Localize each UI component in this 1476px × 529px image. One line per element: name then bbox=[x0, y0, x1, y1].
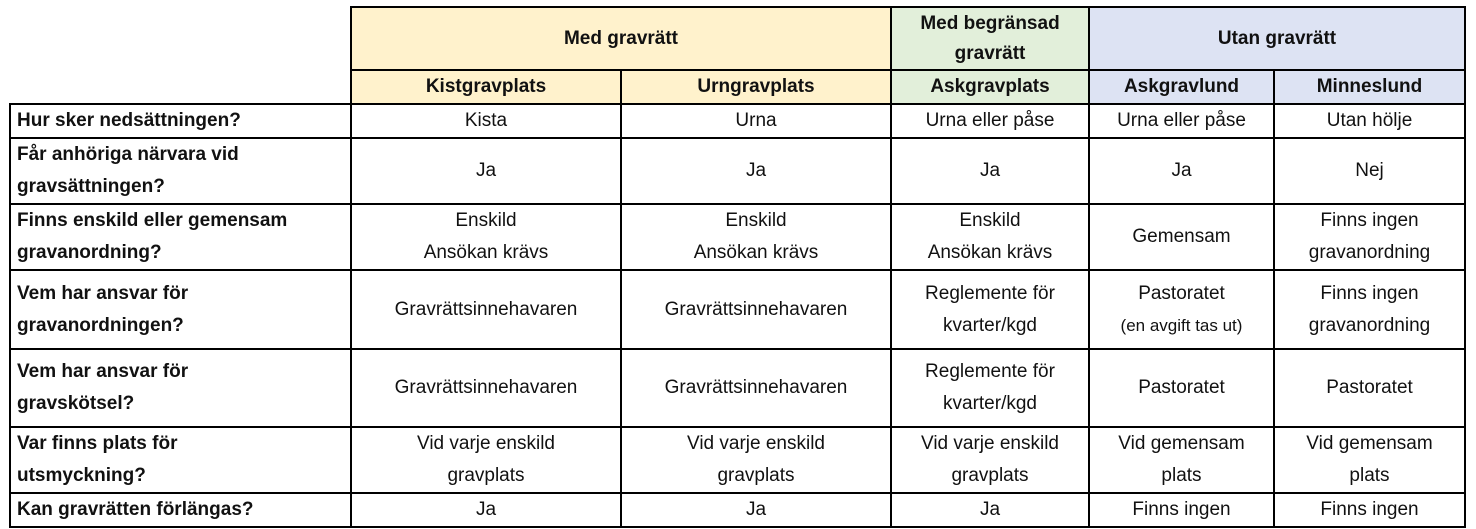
cell-line: Enskild bbox=[455, 210, 517, 231]
table-cell bbox=[621, 104, 891, 138]
cell-line: Reglemente för bbox=[925, 361, 1055, 382]
cell-line: Ansökan krävs bbox=[423, 242, 549, 263]
col-urngravplats: Urngravplats bbox=[621, 70, 891, 104]
cell-line: Reglemente för bbox=[925, 282, 1055, 304]
table-row bbox=[10, 204, 1465, 270]
question-line: Kan gravrätten förlängas? bbox=[17, 499, 254, 520]
cell-line: Ja bbox=[745, 160, 767, 181]
cell-line: Vid gemensam bbox=[1306, 433, 1433, 454]
row-question bbox=[10, 104, 351, 138]
question-line: gravskötsel? bbox=[17, 393, 135, 414]
question-line: Hur sker nedsättningen? bbox=[17, 110, 241, 131]
cell-line: gravanordning bbox=[1308, 314, 1431, 336]
cell-line: gravplats bbox=[717, 465, 795, 486]
cell-line: Ja bbox=[475, 160, 497, 181]
cell-line: Urna eller påse bbox=[1117, 110, 1246, 131]
table-cell bbox=[351, 427, 621, 493]
table-cell bbox=[1274, 104, 1465, 138]
table-cell bbox=[891, 349, 1089, 427]
cell-line: gravanordning bbox=[1308, 242, 1431, 263]
cell-line: Vid gemensam bbox=[1118, 433, 1245, 454]
table-cell bbox=[891, 204, 1089, 270]
cell-line: Finns ingen bbox=[1320, 499, 1419, 520]
col-askgravlund: Askgravlund bbox=[1089, 70, 1274, 104]
group-line: Med begränsad bbox=[920, 12, 1060, 34]
cell-line: Ansökan krävs bbox=[693, 242, 819, 263]
cell-line: Gravrättsinnehavaren bbox=[394, 298, 578, 320]
table-cell bbox=[1274, 349, 1465, 427]
table-cell bbox=[621, 270, 891, 349]
table-cell bbox=[621, 493, 891, 527]
cell-line: Ja bbox=[1171, 160, 1192, 181]
table-row bbox=[10, 138, 1465, 204]
table-cell bbox=[621, 349, 891, 427]
table-cell bbox=[1274, 138, 1465, 204]
group-header-row bbox=[10, 7, 1465, 70]
cell-line: Ansökan krävs bbox=[927, 242, 1053, 263]
table-row bbox=[10, 493, 1465, 527]
table-cell bbox=[621, 427, 891, 493]
table-cell bbox=[891, 427, 1089, 493]
question-line: gravanordning? bbox=[17, 242, 162, 263]
table-cell bbox=[1274, 204, 1465, 270]
question-line: Var finns plats för bbox=[17, 433, 178, 454]
row-question bbox=[10, 493, 351, 527]
cell-line: Ja bbox=[475, 499, 497, 520]
cell-line: Gravrättsinnehavaren bbox=[664, 298, 848, 320]
cell-line: Urna bbox=[735, 110, 777, 131]
table-cell bbox=[351, 104, 621, 138]
cell-line: Pastoratet bbox=[1326, 377, 1413, 398]
cell-line: Enskild bbox=[725, 210, 787, 231]
cell-line: gravplats bbox=[951, 465, 1029, 486]
group-med-gravratt: Med gravrätt bbox=[351, 7, 891, 70]
table-cell bbox=[1089, 493, 1274, 527]
cell-line: Kista bbox=[464, 110, 508, 131]
table-cell bbox=[351, 204, 621, 270]
cell-line: plats bbox=[1161, 465, 1202, 486]
group-med-begransad-gravratt bbox=[891, 7, 1089, 70]
table-row bbox=[10, 104, 1465, 138]
col-askgravplats: Askgravplats bbox=[891, 70, 1089, 104]
cell-line: Finns ingen bbox=[1132, 499, 1231, 520]
cell-line: Finns ingen bbox=[1320, 282, 1419, 304]
table-row bbox=[10, 270, 1465, 349]
grave-types-table bbox=[9, 6, 1466, 528]
group-line: gravrätt bbox=[954, 42, 1026, 64]
cell-line: Utan hölje bbox=[1326, 110, 1413, 131]
cell-line: Vid varje enskild bbox=[686, 433, 825, 454]
cell-line: (en avgift tas ut) bbox=[1120, 315, 1243, 335]
table-cell bbox=[1274, 270, 1465, 349]
col-minneslund: Minneslund bbox=[1274, 70, 1465, 104]
table-cell bbox=[351, 270, 621, 349]
cell-line: Urna eller påse bbox=[925, 110, 1055, 131]
row-question bbox=[10, 204, 351, 270]
table-cell bbox=[351, 349, 621, 427]
cell-line: Gravrättsinnehavaren bbox=[394, 377, 578, 398]
cell-line: kvarter/kgd bbox=[943, 314, 1037, 336]
row-question bbox=[10, 349, 351, 427]
cell-line: Pastoratet bbox=[1138, 377, 1225, 398]
table-cell bbox=[891, 138, 1089, 204]
row-question bbox=[10, 270, 351, 349]
table-row bbox=[10, 427, 1465, 493]
question-line: Vem har ansvar för bbox=[17, 361, 189, 382]
cell-line: Gravrättsinnehavaren bbox=[664, 377, 848, 398]
corner-blank bbox=[10, 70, 351, 104]
question-line: Får anhöriga närvara vid bbox=[17, 144, 239, 165]
cell-line: gravplats bbox=[447, 465, 525, 486]
table-cell bbox=[891, 270, 1089, 349]
cell-line: Vid varje enskild bbox=[920, 433, 1059, 454]
table-cell bbox=[351, 493, 621, 527]
question-line: Finns enskild eller gemensam bbox=[17, 210, 288, 231]
table-cell bbox=[621, 204, 891, 270]
question-line: gravsättningen? bbox=[17, 176, 165, 197]
table-cell bbox=[891, 493, 1089, 527]
table-row bbox=[10, 349, 1465, 427]
group-utan-gravratt: Utan gravrätt bbox=[1089, 7, 1465, 70]
question-line: utsmyckning? bbox=[17, 465, 146, 486]
question-line: Vem har ansvar för bbox=[17, 282, 189, 304]
cell-line: Nej bbox=[1355, 160, 1384, 181]
table-cell bbox=[1089, 204, 1274, 270]
cell-line: Ja bbox=[745, 499, 767, 520]
table-cell bbox=[1274, 493, 1465, 527]
table-cell bbox=[1089, 427, 1274, 493]
column-header-row bbox=[10, 70, 1465, 104]
cell-line: Vid varje enskild bbox=[416, 433, 555, 454]
question-line: gravanordningen? bbox=[17, 314, 184, 336]
cell-line: Pastoratet bbox=[1138, 282, 1225, 304]
table-cell bbox=[1274, 427, 1465, 493]
corner-blank bbox=[10, 7, 351, 70]
cell-line: Finns ingen bbox=[1320, 210, 1419, 231]
table-cell bbox=[891, 104, 1089, 138]
table-cell bbox=[1089, 138, 1274, 204]
cell-line: Enskild bbox=[959, 210, 1021, 231]
cell-line: plats bbox=[1349, 465, 1390, 486]
col-kistgravplats: Kistgravplats bbox=[351, 70, 621, 104]
row-question bbox=[10, 427, 351, 493]
table-cell bbox=[1089, 349, 1274, 427]
table-body bbox=[10, 104, 1465, 527]
cell-line: Ja bbox=[979, 160, 1001, 181]
table-cell bbox=[1089, 270, 1274, 349]
table-cell bbox=[1089, 104, 1274, 138]
cell-line: kvarter/kgd bbox=[943, 393, 1037, 414]
cell-line: Ja bbox=[979, 499, 1001, 520]
table-cell bbox=[351, 138, 621, 204]
cell-line: Gemensam bbox=[1132, 226, 1231, 247]
table-cell bbox=[621, 138, 891, 204]
row-question bbox=[10, 138, 351, 204]
